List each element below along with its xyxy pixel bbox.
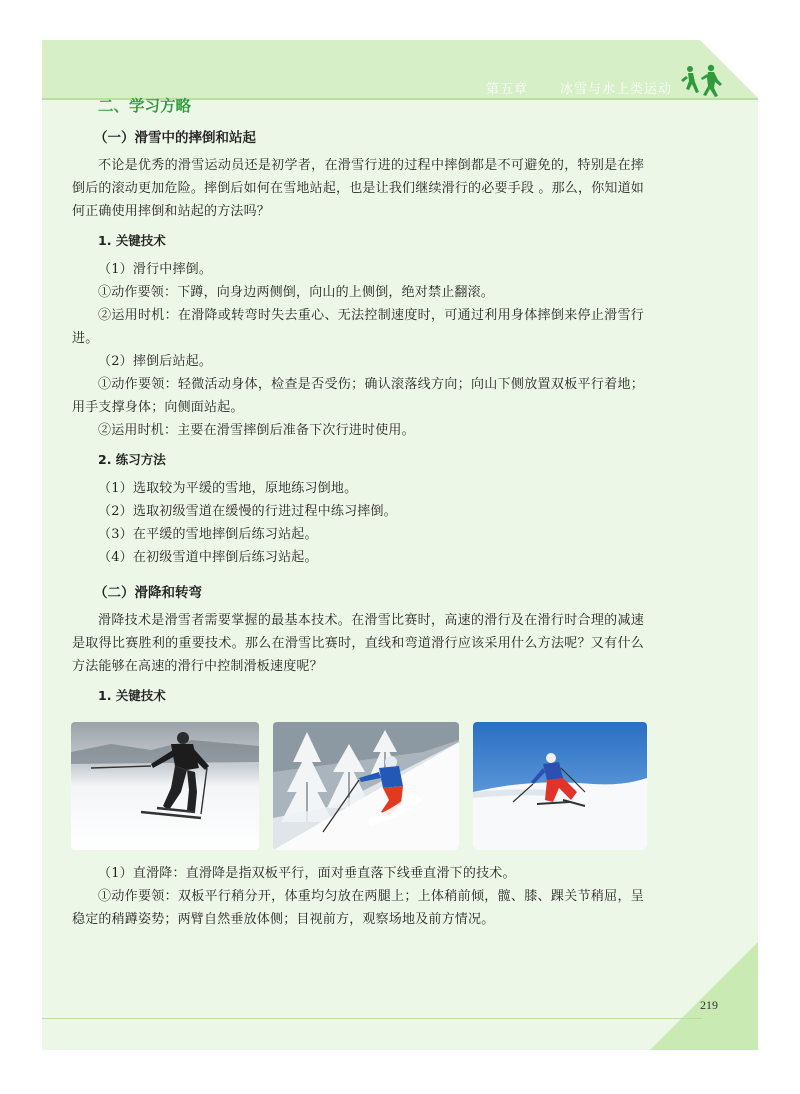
list-item: ①动作要领：轻微活动身体，检查是否受伤；确认滚落线方向；向山下侧放置双板平行着地；用手支撑身体；向侧面站起。 [72, 377, 644, 415]
list-item: ①动作要领：下蹲，向身边两侧倒，向山的上侧倒，绝对禁止翻滚。 [98, 285, 495, 300]
list-item: ①动作要领：双板平行稍分开，体重均匀放在两腿上；上体稍前倾，髋、膝、踝关节稍屈，呈稳定的稍蹲姿势；两臂自然垂放体侧；目视前方，观察场地及前方情况。 [72, 889, 644, 927]
list-item: （1）直滑降：直滑降是指双板平行，面对垂直落下线垂直滑下的技术。 [98, 866, 516, 881]
practice-item: （2）选取初级雪道在缓慢的行进过程中练习摔倒。 [98, 504, 397, 519]
key-tech-title-2: 1. 关键技术 [98, 688, 166, 703]
list-item: （2）摔倒后站起。 [98, 354, 213, 369]
runner-icon [678, 64, 724, 98]
skier-photo-black [71, 722, 259, 850]
section-title: 二、学习方略 [98, 97, 192, 115]
practice-title: 2. 练习方法 [98, 452, 166, 467]
practice-item: （1）选取较为平缓的雪地，原地练习倒地。 [98, 481, 358, 496]
skier-photo-blue-sky [473, 722, 647, 850]
key-tech-title: 1. 关键技术 [98, 233, 166, 248]
chapter-number: 第五章 [485, 82, 528, 97]
list-item: ②运用时机：在滑降或转弯时失去重心、无法控制速度时，可通过利用身体摔倒来停止滑雪行进。 [72, 308, 644, 346]
lower-content [72, 862, 644, 931]
practice-item: （3）在平缓的雪地摔倒后练习站起。 [98, 527, 318, 542]
practice-item: （4）在初级雪道中摔倒后练习站起。 [98, 550, 318, 565]
footer-divider [42, 1018, 702, 1019]
subsection-title-falling: （一）滑雪中的摔倒和站起 [94, 130, 256, 146]
skier-photo-forest [273, 722, 459, 850]
list-item: （1）滑行中摔倒。 [98, 262, 213, 277]
photo-strip [71, 722, 647, 850]
subsection-title-descent: （二）滑降和转弯 [94, 585, 202, 601]
corner-decoration [650, 942, 758, 1050]
page-number: 219 [700, 998, 718, 1012]
paragraph-falling-intro: 不论是优秀的滑雪运动员还是初学者，在滑雪行进的过程中摔倒都是不可避免的，特别是在摔倒后的滚动更加危险。摔倒后如何在雪地站起，也是让我们继续滑行的必要手段 。那么，你知道如何正确使用摔倒和站起的方法吗？ [72, 158, 644, 219]
main-content [72, 94, 644, 713]
paragraph-descent-intro: 滑降技术是滑雪者需要掌握的最基本技术。在滑雪比赛时，高速的滑行及在滑行时合理的减速是取得比赛胜利的重要技术。那么在滑雪比赛时，直线和弯道滑行应该采用什么方法呢？又有什么方法能够在高速的滑行中控制滑板速度呢？ [72, 613, 644, 674]
list-item: ②运用时机：主要在滑雪摔倒后准备下次行进时使用。 [98, 423, 415, 438]
chapter-title: 冰雪与水上类运动 [559, 82, 672, 97]
